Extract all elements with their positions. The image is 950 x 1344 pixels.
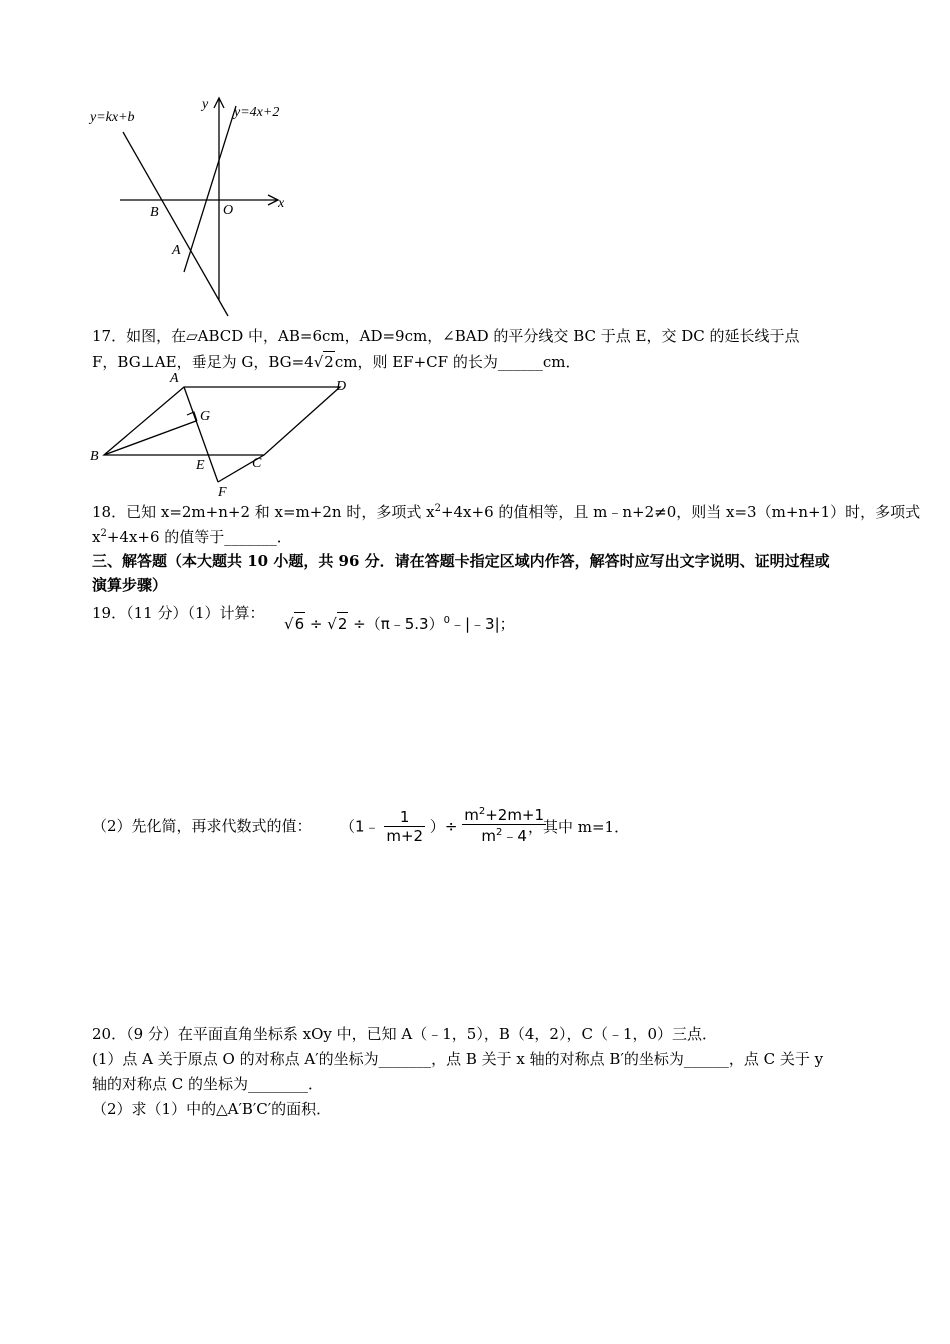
label-E: E — [196, 458, 205, 473]
q19-part2-label: （2）先化简，再求代数式的值： — [92, 817, 312, 835]
q19-f2-den-sup: 2 — [495, 827, 503, 838]
q19-div1: ÷ — [309, 615, 323, 633]
parallelogram-ABCD — [104, 387, 340, 455]
line-4x-2 — [184, 106, 236, 272]
sqrt-symbol: √ — [313, 353, 324, 371]
q18-line1-b: +4x+6 的值相等，且 m﹣n+2≠0，则当 x=3（m+n+1）时，多项式 — [440, 503, 921, 521]
q19-f1-den: m+2 — [386, 826, 424, 845]
label-x-axis: x — [278, 196, 285, 211]
label-G: G — [200, 409, 211, 424]
q19-exp: 0 — [443, 615, 450, 626]
q19-part1-expression — [284, 612, 515, 635]
q19-fraction-1 — [384, 808, 425, 845]
label-point-O: O — [223, 203, 234, 218]
q20-line2: (1）点 A 关于原点 O 的对称点 A′的坐标为_______，点 B 关于 x 轴的对称点 B′的坐标为______，点 C 关于 y — [92, 1050, 824, 1068]
section3-heading-line1: 三、解答题（本大题共 10 小题，共 96 分．请在答题卡指定区域内作答，解答时应写出文字说明、证明过程或 — [92, 552, 830, 570]
q20-line3: 轴的对称点 C 的坐标为________． — [92, 1075, 324, 1093]
label-F: F — [218, 485, 227, 500]
sqrt-symbol: √ — [284, 615, 294, 633]
q19-rest-b: ﹣|﹣3|； — [449, 615, 515, 633]
q19-f2-num-sup: 2 — [478, 806, 486, 817]
label-point-A: A — [172, 243, 181, 258]
label-A: A — [170, 371, 179, 386]
q18-line2 — [92, 527, 292, 547]
q19-close-div: ）÷ — [429, 817, 458, 836]
q20-line4: （2）求（1）中的△A′B′C′的面积． — [92, 1100, 332, 1118]
q18-line1-sup: 2 — [434, 503, 441, 514]
q19-sqrt2: 2 — [337, 612, 349, 635]
q17-sqrt-value: 2 — [324, 353, 334, 371]
label-y-axis: y — [202, 97, 209, 112]
q19-f2-den-b: ﹣4 — [502, 827, 527, 845]
q19-sqrt6: 6 — [294, 612, 306, 635]
q18-line1-a: 18．已知 x=2m+n+2 和 x=m+2n 时，多项式 x — [92, 503, 435, 521]
figure-linear-functions — [88, 94, 298, 319]
sqrt-symbol: √ — [327, 615, 337, 633]
label-kxb: y=kx+b — [90, 110, 135, 125]
q19-open: （1﹣ — [340, 817, 380, 836]
q19-f1-num: 1 — [384, 808, 425, 827]
label-C: C — [252, 456, 262, 471]
q18-line1 — [92, 502, 920, 522]
q19-part2-tail: ，其中 m=1． — [528, 818, 630, 836]
q18-line2-b: +4x+6 的值等于_______． — [106, 528, 292, 546]
q18-line2-sup: 2 — [100, 528, 107, 539]
section3-heading-line2: 演算步骤） — [92, 576, 168, 594]
q19-f2-num-b: +2m+1 — [485, 806, 545, 824]
q17-line2-b: cm，则 EF+CF 的长为______cm． — [334, 353, 581, 371]
line-kx-b — [123, 132, 228, 316]
q19-rest-a: ÷（π﹣5.3） — [353, 615, 444, 633]
q17-line2-a: F，BG⊥AE，垂足为 G，BG=4 — [92, 353, 314, 371]
q20-line1: 20．（9 分）在平面直角坐标系 xOy 中，已知 A（﹣1，5），B（4，2），C（﹣1，0）三点． — [92, 1025, 718, 1043]
q19-part1-label: 19．（11 分）（1）计算： — [92, 604, 265, 622]
q18-line2-a: x — [92, 528, 101, 546]
segment-BG — [104, 421, 196, 455]
label-point-B: B — [150, 205, 159, 220]
q19-part2-expression — [340, 806, 546, 846]
q17-line1: 17．如图，在▱ABCD 中，AB=6cm，AD=9cm，∠BAD 的平分线交 BC 于点 E，交 DC 的延长线于点 — [92, 327, 800, 345]
q19-f2-num-a: m — [464, 806, 479, 824]
q19-f2-den-a: m — [481, 827, 496, 845]
label-D: D — [336, 379, 347, 394]
figure-parallelogram — [86, 368, 356, 500]
label-B: B — [90, 449, 99, 464]
label-4x2: y=4x+2 — [234, 105, 280, 120]
